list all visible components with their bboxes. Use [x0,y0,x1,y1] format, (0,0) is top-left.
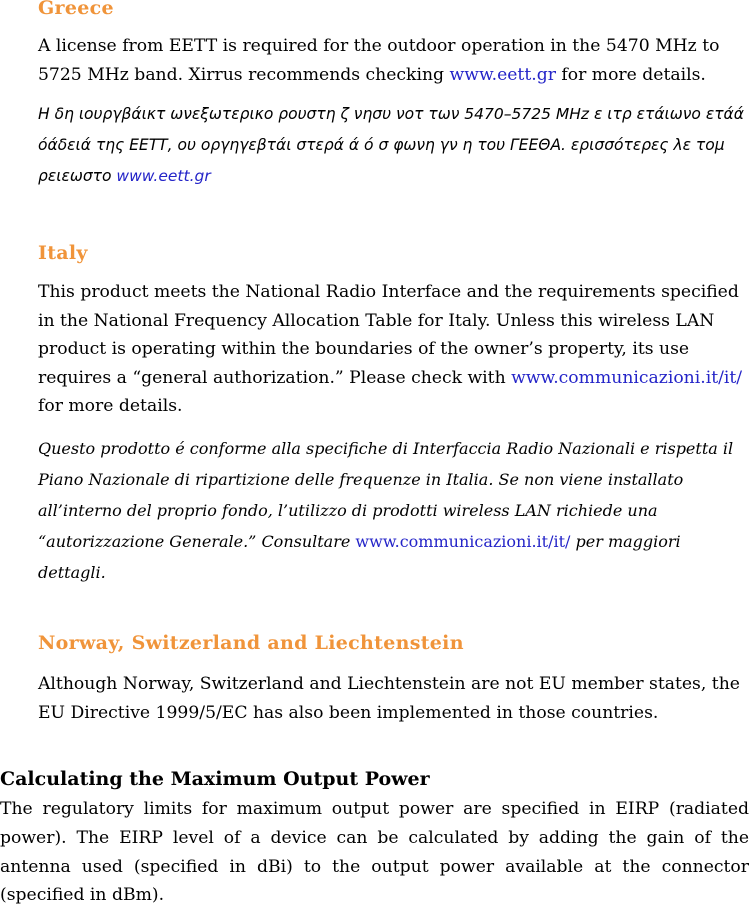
greece-english-paragraph: A license from EETT is required for the outdoor operation in the 5470 MHz to 5725 MHz band. Xirrus recommends checking www.eett.gr for more details. [38,36,720,85]
communicazioni-link-italian[interactable]: www.communicazioni.it/it/ [355,532,571,551]
max-power-paragraph: The regulatory limits for maximum output power are specified in EIRP (radiated power). The EIRP level of a device can be calculated by adding the gain of the antenna used (specified in dBi) to the output power available at the connector (specified in dBm). [0,799,749,906]
max-power-heading: Calculating the Maximum Output Power [0,768,430,790]
italy-english-paragraph: This product meets the National Radio Interface and the requirements specified in the National Frequency Allocation Table for Italy. Unless this wireless LAN product is operating within the boundaries of the owner’s property, its use requires a “general authorization.” Please check with www.communicazioni.it/it/ for more details. [38,282,743,416]
norway-section [38,632,745,654]
italy-heading: Italy [38,242,88,264]
greece-heading: Greece [38,0,114,19]
italy-section [38,242,745,264]
italy-italian-paragraph: Questo prodotto é conforme alla specifiche di Interfaccia Radio Nazionali e rispetta il Piano Nazionale di ripartizione delle frequenze in Italia. Se non viene installato all’interno del proprio fondo, l’utilizzo di prodotti wireless LAN richiede una “autorizzazione Generale.” Consultare www.communicazioni.it/it/ per maggiori dettagli. [38,439,734,582]
norway-heading: Norway, Switzerland and Liechtenstein [38,632,464,654]
greece-section [38,0,745,19]
eett-link-greek[interactable]: www.eett.gr [116,167,211,185]
norway-paragraph: Although Norway, Switzerland and Liechtenstein are not EU member states, the EU Directive 1999/5/EC has also been implemented in those countries. [38,674,740,723]
greece-greek-paragraph: Η δη ιουργβάικτ ωνεξωτερικο ρουστη ζ νησυ νοτ των 5470–5725 MHz ε ιτρ ετάιωνο ετάά όάδειά της ΕΕΤΤ, ου οργηγεβτάι στερά ά ό σ φωνη γν η του ΓΕΕΘΑ. ερισσότερες λε τομ ρειεωστο www.eett.gr [38,105,744,185]
eett-link[interactable]: www.eett.gr [449,64,556,85]
communicazioni-link[interactable]: www.communicazioni.it/it/ [511,367,743,388]
